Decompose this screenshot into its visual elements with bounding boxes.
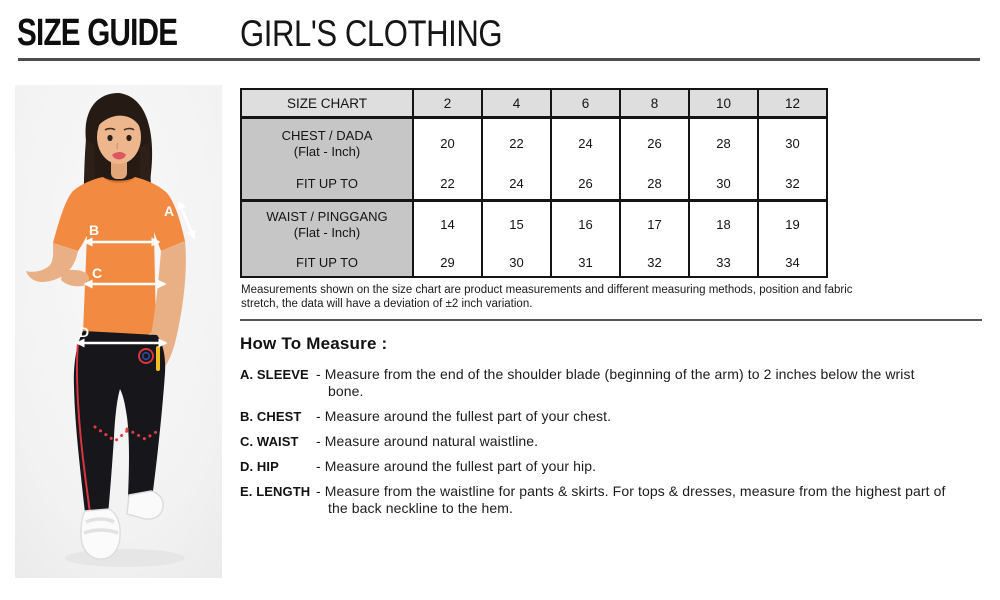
waist-row-group bbox=[242, 199, 826, 276]
waist-fit-value: 29 bbox=[440, 254, 455, 270]
waist-fit-value: 30 bbox=[509, 254, 524, 270]
girl-illustration bbox=[15, 85, 222, 578]
page-title: SIZE GUIDE bbox=[17, 12, 178, 54]
size-column-header: 10 bbox=[688, 90, 757, 116]
chest-fit-value: 26 bbox=[578, 176, 593, 192]
chest-fit-value: 22 bbox=[440, 176, 455, 192]
measure-item-hip bbox=[240, 458, 952, 475]
chest-flat-value: 20 bbox=[440, 135, 455, 151]
measure-item-text: - Measure from the waistline for pants & skirts. For tops & dresses, measure from the highest part of the back neckline to the hem. bbox=[316, 483, 946, 516]
how-to-measure-list bbox=[240, 366, 952, 525]
girl-eye-right bbox=[126, 135, 131, 141]
section-divider bbox=[240, 319, 982, 321]
size-chart-corner-label: SIZE CHART bbox=[242, 90, 412, 116]
measure-item-text: - Measure from the end of the shoulder blade (beginning of the arm) to 2 inches below the wrist bone. bbox=[316, 366, 915, 399]
waist-value-cell bbox=[757, 202, 826, 276]
size-column-header: 4 bbox=[481, 90, 550, 116]
girl-eye-left bbox=[107, 135, 112, 141]
chest-flat-value: 30 bbox=[785, 135, 800, 151]
measure-item-label: E. LENGTH bbox=[240, 484, 311, 499]
size-column-header: 6 bbox=[550, 90, 619, 116]
chest-flat-value: 28 bbox=[716, 135, 731, 151]
chest-value-cell bbox=[412, 119, 481, 199]
measure-item-label: D. HIP bbox=[240, 459, 279, 474]
model-photo bbox=[15, 85, 222, 578]
measure-item-text: - Measure around the fullest part of your hip. bbox=[316, 458, 597, 474]
measure-item-text: - Measure around natural waistline. bbox=[316, 433, 539, 449]
waist-flat-value: 14 bbox=[440, 217, 455, 233]
chest-value-cell bbox=[481, 119, 550, 199]
waist-fit-label: FIT UP TO bbox=[296, 254, 358, 270]
measure-item-label: C. WAIST bbox=[240, 434, 299, 449]
arrow-label-b: B bbox=[89, 222, 100, 238]
arrow-label-d: D bbox=[79, 324, 90, 340]
measure-item-chest bbox=[240, 408, 952, 425]
waist-flat-value: 17 bbox=[647, 217, 662, 233]
chest-value-cell bbox=[757, 119, 826, 199]
chest-flat-value: 26 bbox=[647, 135, 662, 151]
chest-fit-label: FIT UP TO bbox=[296, 176, 358, 192]
chest-flat-value: 22 bbox=[509, 135, 524, 151]
size-column-header: 12 bbox=[757, 90, 826, 116]
chest-value-cell bbox=[688, 119, 757, 199]
waist-value-cell bbox=[688, 202, 757, 276]
waist-flat-value: 19 bbox=[785, 217, 800, 233]
waist-value-cell bbox=[481, 202, 550, 276]
waist-fit-value: 31 bbox=[578, 254, 593, 270]
shoe-back bbox=[127, 491, 163, 519]
arrow-label-a: A bbox=[164, 203, 175, 219]
waist-flat-value: 18 bbox=[716, 217, 731, 233]
chest-value-cell bbox=[550, 119, 619, 199]
arrow-label-c: C bbox=[92, 265, 103, 281]
chest-value-cell bbox=[619, 119, 688, 199]
measurement-note: Measurements shown on the size chart are product measurements and different measuring methods, position and fabric stretch, the data will have a deviation of ±2 inch variation. bbox=[241, 284, 853, 310]
waist-row-label: WAIST / PINGGANG bbox=[266, 209, 388, 225]
size-chart-table bbox=[240, 88, 828, 278]
floor-shadow bbox=[65, 549, 185, 567]
page-subtitle: GIRL'S CLOTHING bbox=[240, 13, 503, 54]
measure-item-label: A. SLEEVE bbox=[240, 367, 309, 382]
measure-item-label: B. CHEST bbox=[240, 409, 302, 424]
measure-item-length bbox=[240, 483, 952, 517]
waist-row-sublabel: (Flat - Inch) bbox=[293, 225, 361, 241]
measure-item-waist bbox=[240, 433, 952, 450]
waist-value-cell bbox=[619, 202, 688, 276]
waist-fit-value: 32 bbox=[647, 254, 662, 270]
chest-fit-value: 30 bbox=[716, 176, 731, 192]
shoe-front bbox=[81, 509, 120, 559]
chest-row-label-cell bbox=[242, 119, 412, 199]
chest-fit-value: 32 bbox=[785, 176, 800, 192]
waist-value-cell bbox=[412, 202, 481, 276]
chest-fit-value: 28 bbox=[647, 176, 662, 192]
waist-flat-value: 15 bbox=[509, 217, 524, 233]
waist-row-label-cell bbox=[242, 202, 412, 276]
measure-item-sleeve bbox=[240, 366, 952, 400]
chest-fit-value: 24 bbox=[509, 176, 524, 192]
chest-flat-value: 24 bbox=[578, 135, 593, 151]
header-divider bbox=[18, 58, 980, 61]
measure-item-text: - Measure around the fullest part of your chest. bbox=[316, 408, 612, 424]
size-column-header: 8 bbox=[619, 90, 688, 116]
waist-value-cell bbox=[550, 202, 619, 276]
chest-row-sublabel: (Flat - Inch) bbox=[293, 143, 361, 159]
waist-fit-value: 33 bbox=[716, 254, 731, 270]
size-chart-header-row bbox=[242, 90, 826, 119]
chest-row-label: CHEST / DADA bbox=[281, 127, 373, 143]
size-column-header: 2 bbox=[412, 90, 481, 116]
waist-flat-value: 16 bbox=[578, 217, 593, 233]
pants-logo-mark bbox=[156, 346, 160, 371]
waist-fit-value: 34 bbox=[785, 254, 800, 270]
chest-row-group bbox=[242, 119, 826, 199]
how-to-measure-heading: How To Measure : bbox=[240, 334, 388, 353]
